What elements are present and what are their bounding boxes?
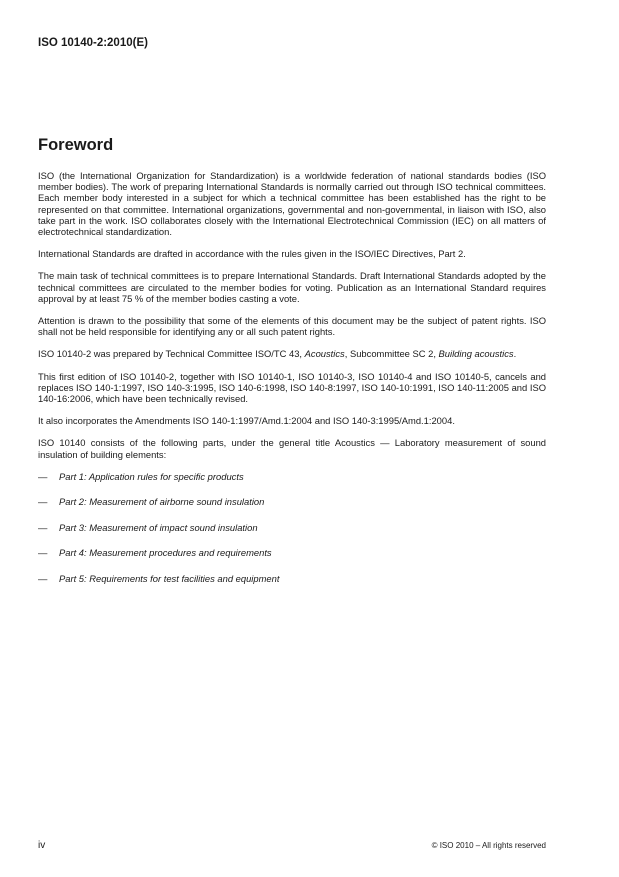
page-title: Foreword — [38, 136, 114, 154]
prepared-by-middle: , Subcommittee SC 2, — [344, 348, 439, 360]
foreword-body — [38, 170, 546, 598]
dash-bullet: — — [38, 572, 48, 584]
page-number: iv — [38, 840, 46, 851]
dash-bullet: — — [38, 547, 48, 559]
list-item — [38, 573, 546, 584]
list-item — [38, 471, 546, 482]
paragraph-edition-notice: This first edition of ISO 10140-2, together with ISO 10140-1, ISO 10140-3, ISO 10140-4 and ISO 10140-5, cancels and replaces ISO 140-1:1997, ISO 140-3:1995, ISO 140-6:1998, ISO 140-8:1997, ISO 140-10:1991, ISO 140-11:2005 and ISO 140-16:2006, which have been technically revised. — [38, 370, 546, 405]
part-label: Part 2: Measurement of airborne sound insulation — [59, 496, 265, 508]
paragraph-prepared-by — [38, 348, 546, 359]
prepared-by-prefix: ISO 10140-2 was prepared by Technical Committee ISO/TC 43, — [38, 348, 305, 360]
part-label: Part 5: Requirements for test facilities and equipment — [59, 572, 280, 584]
list-item — [38, 496, 546, 507]
copyright-notice: © ISO 2010 – All rights reserved — [431, 841, 546, 850]
paragraph-iso-overview: ISO (the International Organization for Standardization) is a worldwide federation of national standards bodies (ISO member bodies). The work of preparing International Standards is normally carried out through ISO technical committees. Each member body interested in a subject for which a technical committee has been established has the right to be represented on that committee. International organizations, governmental and non-governmental, in liaison with ISO, also take part in the work. ISO collaborates closely with the International Electrotechnical Commission (IEC) on all matters of electrotechnical standardization. — [38, 170, 546, 238]
list-item — [38, 522, 546, 533]
committee-name: Acoustics — [304, 348, 345, 360]
dash-bullet: — — [38, 496, 48, 508]
parts-list — [38, 471, 546, 584]
paragraph-patent-notice: Attention is drawn to the possibility that some of the elements of this document may be the subject of patent rights. ISO shall not be held responsible for identifying any or all such patent rights. — [38, 315, 546, 338]
paragraph-parts-intro: ISO 10140 consists of the following parts, under the general title Acoustics — Laboratory measurement of sound insulation of building elements: — [38, 437, 546, 460]
part-label: Part 3: Measurement of impact sound insulation — [59, 521, 258, 533]
dash-bullet: — — [38, 470, 48, 482]
paragraph-drafting-rules: International Standards are drafted in accordance with the rules given in the ISO/IEC Directives, Part 2. — [38, 248, 466, 260]
prepared-by-suffix: . — [513, 348, 517, 360]
paragraph-committee-task: The main task of technical committees is to prepare International Standards. Draft International Standards adopted by the technical committees are circulated to the member bodies for voting. Publication as an International Standard requires approval by at least 75 % of the member bodies casting a vote. — [38, 270, 546, 304]
part-label: Part 1: Application rules for specific products — [59, 470, 244, 482]
subcommittee-name: Building acoustics — [438, 348, 514, 360]
document-id-header: ISO 10140-2:2010(E) — [38, 37, 148, 49]
part-label: Part 4: Measurement procedures and requirements — [59, 547, 272, 559]
list-item — [38, 547, 546, 558]
dash-bullet: — — [38, 521, 48, 533]
paragraph-amendments: It also incorporates the Amendments ISO 140-1:1997/Amd.1:2004 and ISO 140-3:1995/Amd.1:2004. — [38, 415, 455, 427]
